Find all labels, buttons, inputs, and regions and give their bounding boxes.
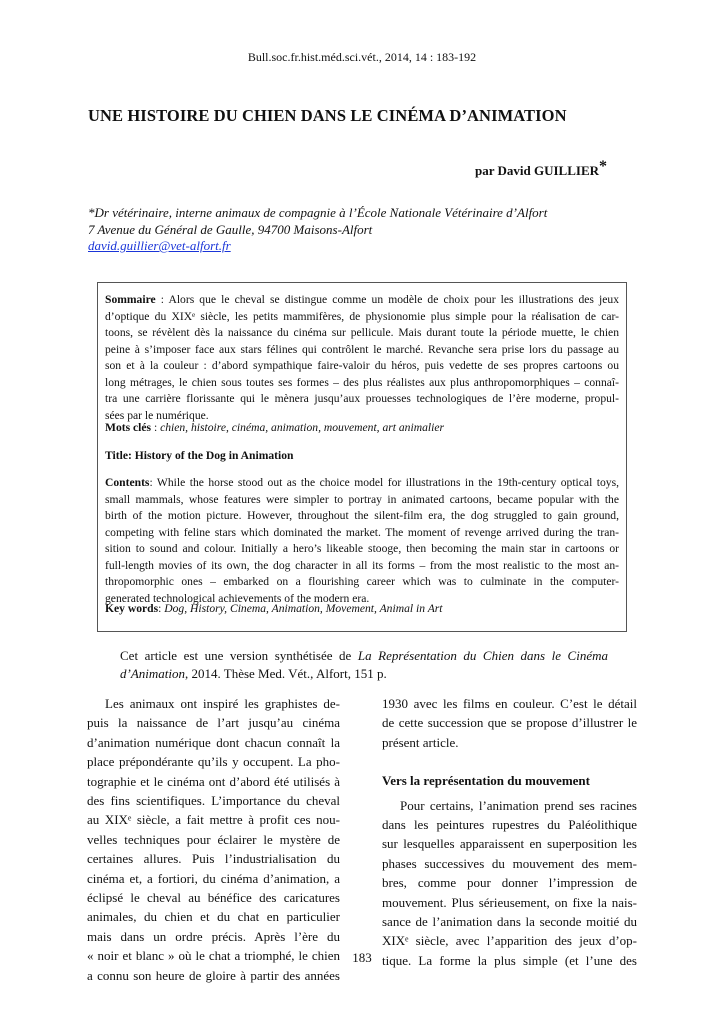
contents-label: Contents bbox=[105, 476, 150, 489]
body-column-left bbox=[87, 694, 340, 985]
thesis-title-cont: d’Animation bbox=[120, 666, 185, 681]
text-line: présent article. bbox=[382, 734, 459, 750]
note-text: Cet article est une version synthétisée de bbox=[120, 648, 358, 663]
text-line: de cette succession que se propose d’illustrer le bbox=[382, 715, 637, 731]
text-line: animales, du chien et du chat en particulier bbox=[87, 909, 340, 925]
author-byline bbox=[475, 158, 607, 179]
text-line: Les animaux ont inspiré les graphistes de- bbox=[105, 696, 340, 711]
text-line: tographie et le cinéma ont d’abord été utilisés à bbox=[87, 773, 340, 789]
text-line: au XIXᵉ siècle, a fait mettre à profit ces nou- bbox=[87, 812, 340, 828]
text-line: thropomorphic ones – embarked on a flourishing career which was to culminate in the computer- bbox=[105, 575, 619, 588]
text-line: birth of the motion picture. However, throughout the silent-film era, the dog struggled to gain ground, bbox=[105, 509, 619, 522]
text-line: place prépondérante qu’ils y occupent. La pho- bbox=[87, 754, 340, 770]
key-words-label: Key words bbox=[105, 602, 159, 615]
text-line: a connu son heure de gloire à partir des années bbox=[87, 967, 340, 983]
key-words: Key words: Dog, History, Cinema, Animation, Movement, Animal in Art bbox=[105, 602, 443, 615]
mots-cles-label: Mots clés bbox=[105, 421, 152, 434]
author-name: par David GUILLIER bbox=[474, 163, 599, 178]
text-line: small mammals, whose features were simpler to portray in animated cartoons, became popular with the bbox=[105, 492, 619, 506]
contents-paragraph bbox=[105, 475, 619, 607]
article-title: UNE HISTOIRE DU CHIEN DANS LE CINÉMA D’ANIMATION bbox=[88, 106, 567, 125]
sommaire-paragraph bbox=[105, 292, 619, 424]
english-title: Title: History of the Dog in Animation bbox=[105, 449, 294, 462]
text-line: tique. La forme la plus simple (et l’une des bbox=[382, 952, 637, 968]
text-line: velles techniques pour éclairer le mystère de bbox=[87, 831, 340, 847]
text-line: sées par le numérique. bbox=[105, 408, 209, 422]
text-line: des fins scientifiques. L’importance du cheval bbox=[87, 793, 340, 809]
key-words-value: Dog, History, Cinema, Animation, Movement, Animal in Art bbox=[164, 602, 443, 615]
section-heading: Vers la représentation du mouvement bbox=[382, 773, 590, 789]
author-affiliation bbox=[88, 205, 547, 255]
text-line: sition to sound and colour. Initially a hero’s likeable stooge, then becoming the main star in cartoons or bbox=[105, 542, 619, 555]
author-footnote-mark: * bbox=[599, 158, 607, 175]
text-line: 1930 avec les films en couleur. C’est le détail bbox=[382, 696, 637, 711]
text-line: d’optique du XIXᵉ siècle, les petits mammifères, de physionomie plus simple pour la réalisation de car- bbox=[105, 309, 619, 323]
text-line: peine à s’imposer face aux stars félines qui contrôlent le marché. Revanche sera prise lors du passage au bbox=[105, 342, 619, 356]
text-line: son et à la couleur : d’abord sympathique faire-valoir du héros, puis vedette de ses propres cartoons ou bbox=[105, 359, 619, 372]
text-line: long métrages, le chien sous toutes ses formes – des plus réalistes aux plus anthropomorphiques – connaî- bbox=[105, 375, 619, 389]
contents-line: : While the horse stood out as the choice model for illustrations in the 19th-century optical toys, bbox=[149, 476, 619, 489]
body-column-right bbox=[382, 694, 637, 970]
text-line: sance de l’animation dans la seconde moitié du bbox=[382, 914, 637, 930]
mots-cles: Mots clés : chien, histoire, cinéma, animation, mouvement, art animalier bbox=[105, 421, 444, 434]
sommaire-label: Sommaire bbox=[105, 293, 156, 306]
text-line: dans les peintures rupestres du Paléolithique bbox=[382, 817, 637, 833]
abstract-box bbox=[97, 282, 627, 632]
text-line: mais dans un ordre précis. Après l’ère du bbox=[87, 928, 340, 944]
affiliation-line: *Dr vétérinaire, interne animaux de compagnie à l’École Nationale Vétérinaire d’Alfort bbox=[88, 205, 548, 220]
source-note bbox=[120, 647, 608, 683]
text-line: puis la naissance de l’art jusqu’au cinéma bbox=[87, 715, 340, 731]
thesis-title: La Représentation du Chien dans le Cinéma bbox=[357, 648, 608, 663]
email-link[interactable]: david.guillier@vet-alfort.fr bbox=[88, 238, 231, 253]
text-line: d’animation numérique dont chacun connaît la bbox=[87, 734, 340, 750]
text-line: phases successives du mouvement des mem- bbox=[382, 855, 637, 871]
page-number: 183 bbox=[352, 950, 372, 965]
text-line: sur lesquelles apparaissent en superposition les bbox=[382, 836, 637, 852]
journal-reference: Bull.soc.fr.hist.méd.sci.vét., 2014, 14 : 183-192 bbox=[247, 50, 477, 64]
text-line: competing with feline stars which dominated the market. The moment of revenge arrived during the tran- bbox=[105, 525, 619, 539]
sommaire-line: : Alors que le cheval se distingue comme un modèle de choix pour les illustrations des jeux bbox=[155, 293, 619, 306]
mots-cles-value: chien, histoire, cinéma, animation, mouvement, art animalier bbox=[160, 421, 444, 434]
text-line: XIXᵉ siècle, avec l’apparition des jeux d’op- bbox=[382, 933, 637, 949]
text-line: bres, comme pour donner l’impression de bbox=[382, 875, 637, 891]
text-line: éclipsé le cheval au bénéfice des caricatures bbox=[87, 890, 340, 906]
text-line: generated technological achievements of the modern era. bbox=[105, 591, 370, 605]
text-line: certaines allures. Puis l’industrialisation du bbox=[87, 851, 340, 867]
text-line: Pour certains, l’animation prend ses racines bbox=[400, 797, 637, 813]
text-line: mouvement. Plus sérieusement, on fixe la nais- bbox=[382, 894, 637, 910]
note-citation: , 2014. Thèse Med. Vét., Alfort, 151 p. bbox=[185, 666, 387, 681]
text-line: cinéma et, a fortiori, du cinéma d’animation, a bbox=[87, 870, 340, 886]
text-line: tra une carrière florissante qui le mènera jusqu’aux prouesses technologiques de l’ère moderne, propul- bbox=[105, 392, 619, 405]
text-line: « noir et blanc » où le chat a triomphé, le chien bbox=[87, 948, 340, 964]
text-line: toons, se révèlent dès la naissance du cinéma sur pellicule. Mais durant toute la période muette, le chien bbox=[105, 326, 619, 339]
address-line: 7 Avenue du Général de Gaulle, 94700 Maisons-Alfort bbox=[88, 221, 373, 237]
text-line: full-length movies of its own, the dog character in all its forms – from the most realistic to the most an- bbox=[105, 558, 619, 572]
